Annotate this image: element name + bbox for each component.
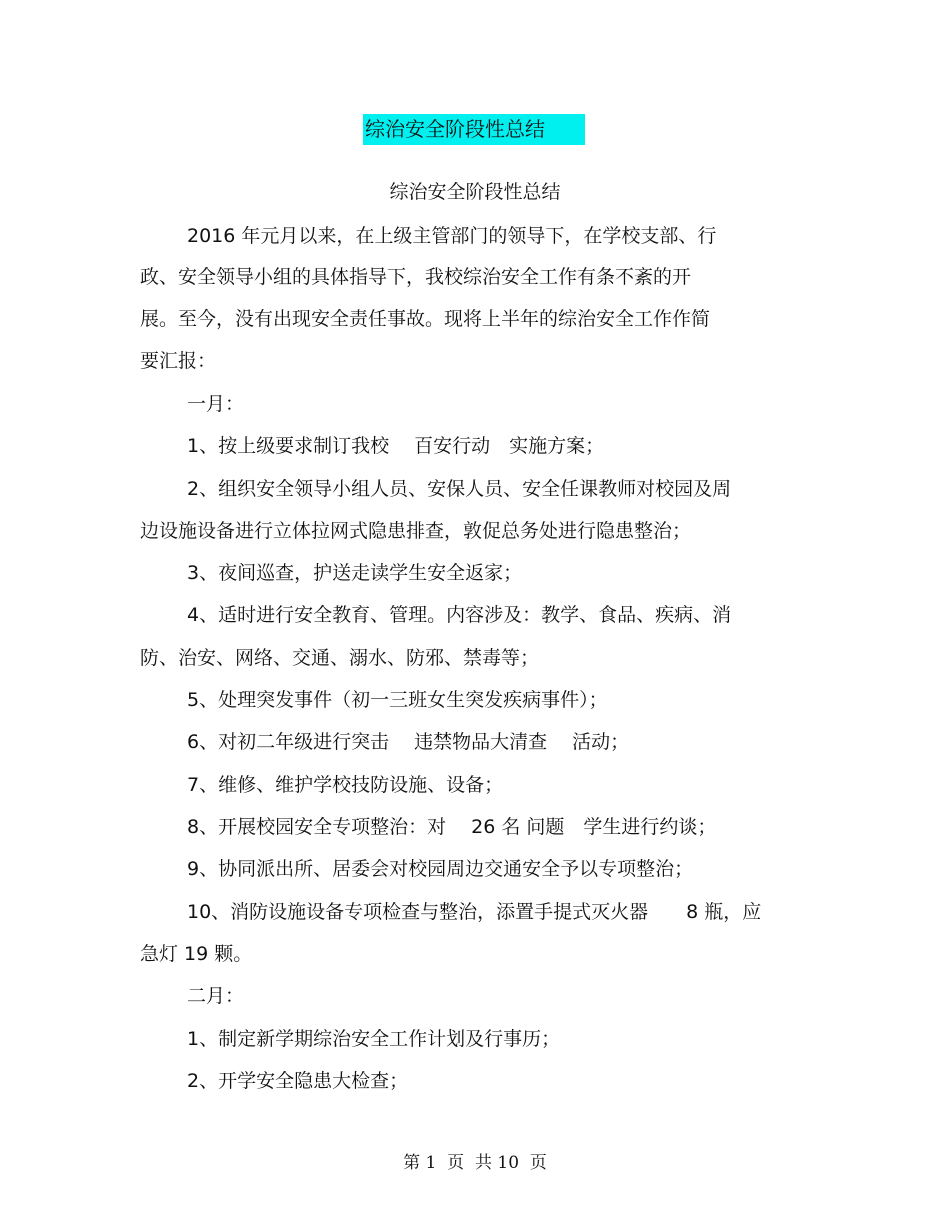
- document-title-highlighted: 综治安全阶段性总结: [363, 114, 585, 145]
- page-footer-pagination: 第 1 页 共 10 页: [403, 1153, 547, 1173]
- list-item: 1、按上级要求制订我校 百安行动 实施方案；: [187, 435, 605, 457]
- list-item-continuation: 边设施设备进行立体拉网式隐患排查，敦促总务处进行隐患整治；: [140, 520, 692, 542]
- paragraph-line: 展。至今，没有出现安全责任事故。现将上半年的综治安全工作作简: [140, 308, 711, 330]
- list-item: 9、协同派出所、居委会对校园周边交通安全予以专项整治；: [187, 858, 694, 880]
- list-item: 7、维修、维护学校技防设施、设备；: [187, 774, 504, 796]
- paragraph-line: 要汇报：: [140, 350, 217, 372]
- list-item: 10、消防设施设备专项检查与整治，添置手提式灭火器 8 瓶，应: [187, 901, 762, 923]
- paragraph-line: 政、安全领导小组的具体指导下，我校综治安全工作有条不紊的开: [140, 266, 692, 288]
- list-item: 4、适时进行安全教育、管理。内容涉及：教学、食品、疾病、消: [187, 604, 732, 626]
- list-item: 6、对初二年级进行突击 违禁物品大清查 活动；: [187, 731, 630, 753]
- list-item: 5、处理突发事件（初一三班女生突发疾病事件）；: [187, 689, 608, 711]
- list-item: 3、夜间巡查，护送走读学生安全返家；: [187, 562, 523, 584]
- section-heading-february: 二月：: [187, 985, 245, 1007]
- paragraph-line: 2016 年元月以来，在上级主管部门的领导下，在学校支部、行: [187, 225, 717, 247]
- document-subtitle: 综治安全阶段性总结: [389, 181, 561, 203]
- list-item: 2、组织安全领导小组人员、安保人员、安全任课教师对校园及周: [187, 478, 732, 500]
- list-item: 8、开展校园安全专项整治：对 26 名 问题 学生进行约谈；: [187, 816, 717, 838]
- list-item-continuation: 急灯 19 颗。: [140, 943, 253, 965]
- list-item: 2、开学安全隐患大检查；: [187, 1070, 409, 1092]
- list-item-continuation: 防、治安、网络、交通、溺水、防邪、禁毒等；: [140, 647, 540, 669]
- list-item: 1、制定新学期综治安全工作计划及行事历；: [187, 1028, 561, 1050]
- section-heading-january: 一月：: [187, 393, 245, 415]
